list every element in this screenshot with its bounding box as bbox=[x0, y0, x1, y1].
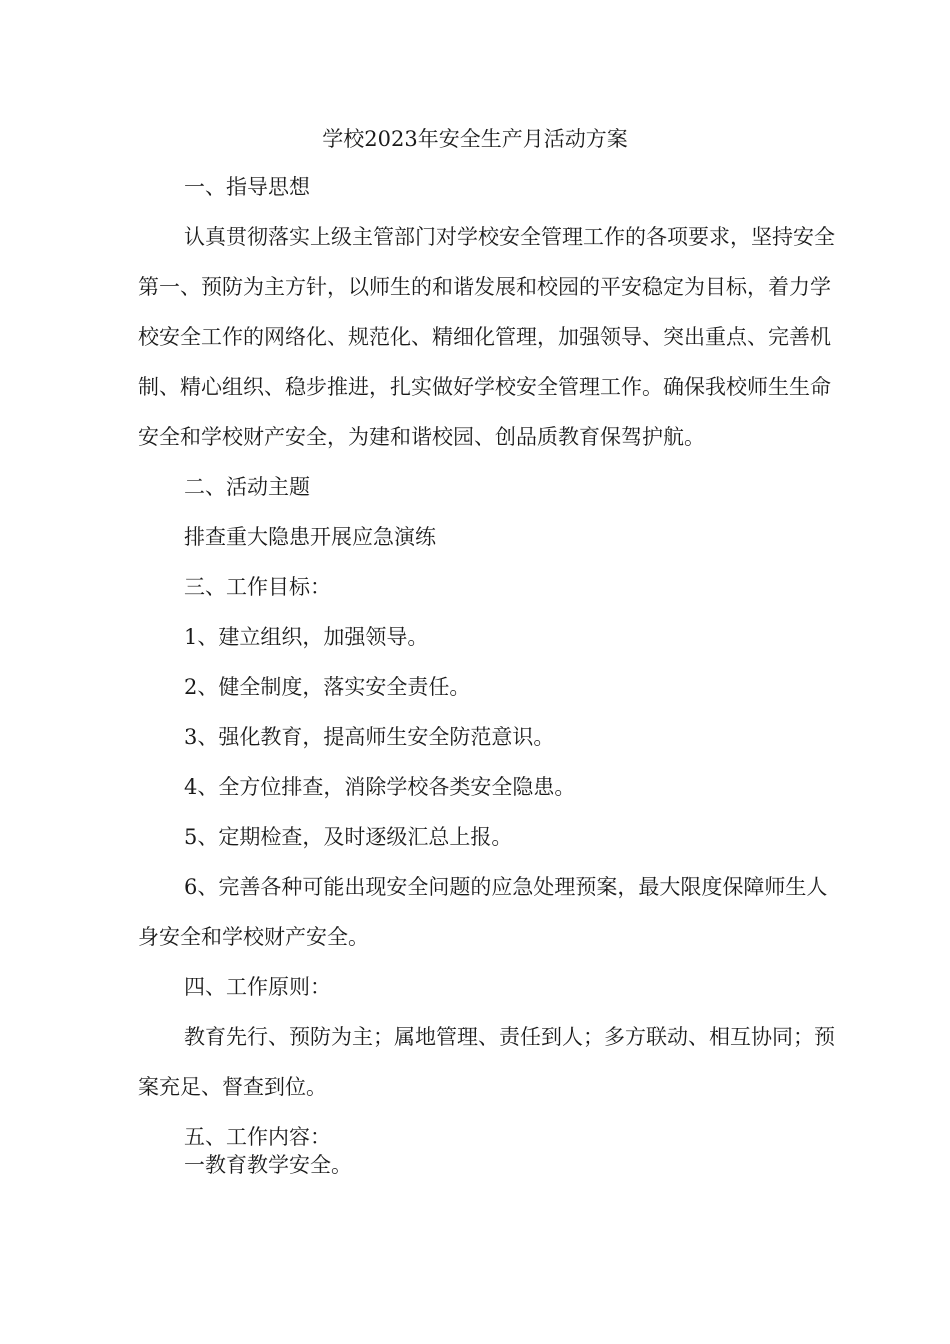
goal-item: 4、全方位排查，消除学校各类安全隐患。 bbox=[184, 775, 576, 799]
activity-theme-text: 排查重大隐患开展应急演练 bbox=[184, 525, 436, 549]
goal-item: 2、健全制度，落实安全责任。 bbox=[184, 675, 471, 699]
goal-item: 5、定期检查，及时逐级汇总上报。 bbox=[184, 825, 513, 849]
section-heading-work-content: 五、工作内容： bbox=[184, 1125, 331, 1149]
principles-line: 案充足、督查到位。 bbox=[138, 1075, 327, 1099]
section-heading-guiding-thought: 一、指导思想 bbox=[184, 175, 310, 199]
paragraph-line: 认真贯彻落实上级主管部门对学校安全管理工作的各项要求，坚持安全 bbox=[184, 225, 835, 249]
paragraph-line: 制、精心组织、稳步推进，扎实做好学校安全管理工作。确保我校师生生命 bbox=[138, 375, 831, 399]
section-heading-work-goals: 三、工作目标： bbox=[184, 575, 331, 599]
goal-item: 3、强化教育，提高师生安全防范意识。 bbox=[184, 725, 555, 749]
goal-item-continuation: 身安全和学校财产安全。 bbox=[138, 925, 369, 949]
paragraph-line: 校安全工作的网络化、规范化、精细化管理，加强领导、突出重点、完善机 bbox=[138, 325, 831, 349]
goal-item: 1、建立组织，加强领导。 bbox=[184, 625, 429, 649]
paragraph-line: 安全和学校财产安全，为建和谐校园、创品质教育保驾护航。 bbox=[138, 425, 705, 449]
section-heading-activity-theme: 二、活动主题 bbox=[184, 475, 310, 499]
principles-line: 教育先行、预防为主；属地管理、责任到人；多方联动、相互协同；预 bbox=[184, 1025, 835, 1049]
paragraph-line: 第一、预防为主方针，以师生的和谐发展和校园的平安稳定为目标，着力学 bbox=[138, 275, 831, 299]
document-title: 学校2023年安全生产月活动方案 bbox=[322, 127, 628, 151]
section-heading-work-principles: 四、工作原则： bbox=[184, 975, 331, 999]
work-content-item: 一教育教学安全。 bbox=[184, 1153, 352, 1177]
goal-item: 6、完善各种可能出现安全问题的应急处理预案，最大限度保障师生人 bbox=[184, 875, 828, 899]
